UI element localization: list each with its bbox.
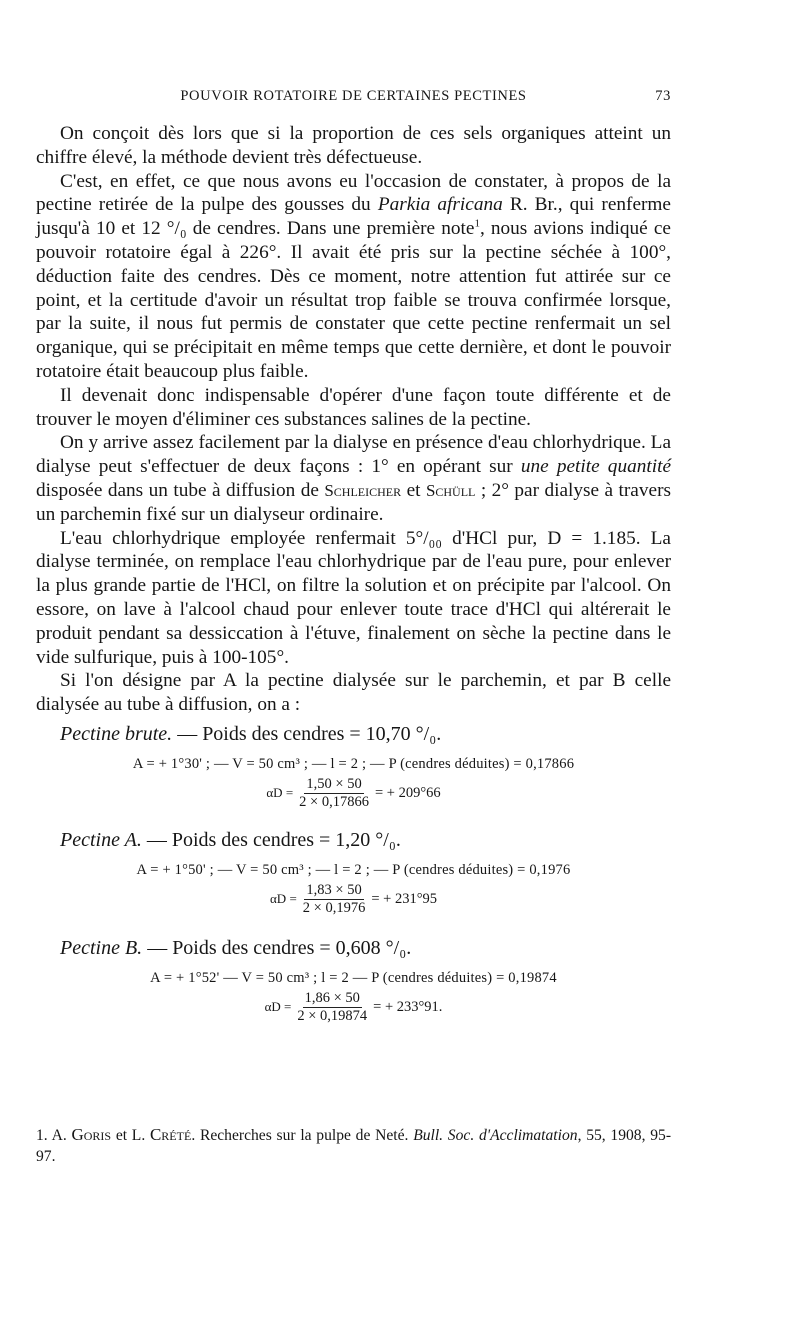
paragraph-4-text-d: ; 2° par dialyse à travers un parchemin fixé sur un dialyseur ordinaire. xyxy=(36,479,671,525)
species-name: Parkia africana xyxy=(377,194,503,216)
fraction xyxy=(295,990,369,1025)
paragraph-2 xyxy=(36,170,671,384)
paragraph-2-text-b: R. Br., qui renferme jusqu'à 10 et 12 °/₀ de cendres. Dans une première note xyxy=(36,194,671,240)
footnote-author-goris: Goris xyxy=(71,1125,112,1144)
running-header xyxy=(36,88,671,110)
running-title: POUVOIR ROTATOIRE DE CERTAINES PECTINES xyxy=(180,88,527,104)
fraction xyxy=(297,776,371,811)
section-ash-text: — Poids des cendres = 0,608 °/₀. xyxy=(142,936,412,959)
footnote-authors-a: A. xyxy=(51,1127,72,1144)
paragraph-4-text-a: On y arrive assez facilement par la dialyse en présence d'eau chlorhydrique. La dialyse peut s'effectuer de deux façons : 1° en opérant sur xyxy=(36,432,671,478)
paragraph-5: L'eau chlorhydrique employée renfermait 5°/₀₀ d'HCl pur, D = 1.185. La dialyse terminée, on remplace l'eau chlorhydrique par de l'eau pure, pour enlever la plus grande partie de l'HCl, on filtre la solution et on précipite par l'alcool. On essore, on lave à l'alcool chaud pour enlever toute trace d'HCl qui altérerait le produit pendant sa dessiccation à l'étuve, finalement on sèche la pectine dans le vide sulfurique, puis à 100-105°. xyxy=(36,527,671,668)
fraction-denominator: 2 × 0,17866 xyxy=(299,793,369,810)
fraction-numerator: 1,83 × 50 xyxy=(306,881,362,898)
section-ash-text: — Poids des cendres = 10,70 °/₀. xyxy=(172,722,442,745)
section-heading-pectine-brute xyxy=(36,720,671,748)
footnote xyxy=(36,1124,671,1167)
section-ash-text: — Poids des cendres = 1,20 °/₀. xyxy=(141,828,401,851)
paragraph-4 xyxy=(36,431,671,526)
formula-result: = + 233°91. xyxy=(373,998,443,1015)
fraction-numerator: 1,50 × 50 xyxy=(306,775,362,792)
paragraph-4-text-c: et xyxy=(401,479,426,501)
section-label: Pectine A. xyxy=(60,828,142,851)
page-number: 73 xyxy=(655,88,671,104)
author-schull: Schüll xyxy=(425,480,476,500)
fraction-denominator: 2 × 0,19874 xyxy=(297,1007,368,1024)
rotation-formula xyxy=(36,990,671,1025)
formula-result: = + 231°95 xyxy=(371,890,437,907)
footnote-ref: 1 xyxy=(474,217,480,230)
fraction-denominator: 2 × 0,1976 xyxy=(302,899,366,916)
footnote-number: 1. xyxy=(36,1127,48,1144)
paragraph-3: Il devenait donc indispensable d'opérer d'une façon toute différente et de trouver le moyen d'éliminer ces substances salines de la pectine. xyxy=(36,384,671,430)
fraction xyxy=(301,882,368,917)
section-label: Pectine brute. xyxy=(60,722,173,745)
section-heading-pectine-b xyxy=(36,934,671,962)
measurement-params: A = + 1°30' ; — V = 50 cm³ ; — l = 2 ; — P (cendres déduites) = 0,17866 xyxy=(132,755,575,772)
footnote-title: . Recherches sur la pulpe de Neté. xyxy=(191,1127,414,1144)
paragraph-2-text-c: , nous avions indiqué ce pouvoir rotatoire égal à 226°. Il avait été pris sur la pectine séchée à 100°, déduction faite des cendres. Dès ce moment, notre attention fut attirée sur ce point, et la certitude d'avoir un résultat trop faible se trouva confirmée lorsque, par la suite, il nous fut permis de constater que cette pectine renfermait un sel organique, qui se précipitait en même temps que cette dernière, et dont le pouvoir rotatoire était beaucoup plus faible. xyxy=(36,218,671,382)
footnote-journal: Bull. Soc. d'Acclimatation xyxy=(413,1127,578,1144)
alpha-symbol: αD = xyxy=(266,785,294,801)
measurement-params: A = + 1°50' ; — V = 50 cm³ ; — l = 2 ; — P (cendres déduites) = 0,1976 xyxy=(136,861,571,878)
section-heading-pectine-a xyxy=(36,826,671,854)
fraction-numerator: 1,86 × 50 xyxy=(304,989,360,1006)
paragraph-4-text-b: disposée dans un tube à diffusion de xyxy=(36,479,325,501)
rotation-formula xyxy=(36,776,671,811)
paragraph-6: Si l'on désigne par A la pectine dialysée sur le parchemin, et par B celle dialysée au tube à diffusion, on a : xyxy=(36,670,671,716)
alpha-symbol: αD = xyxy=(264,999,292,1015)
section-label: Pectine B. xyxy=(60,936,143,959)
paragraph-4-italic: une petite quantité xyxy=(520,456,671,478)
formula-result: = + 209°66 xyxy=(374,784,441,801)
page-body xyxy=(36,122,671,1029)
footnote-rest: , 55, 1908, 95-97. xyxy=(36,1127,672,1165)
footnote-author-crete: Crété xyxy=(149,1125,192,1144)
paragraph-1: On conçoit dès lors que si la proportion de ces sels organiques atteint un chiffre élevé, la méthode devient très défectueuse. xyxy=(36,123,671,168)
alpha-symbol: αD = xyxy=(270,891,297,907)
rotation-formula xyxy=(36,882,671,917)
measurement-params: A = + 1°52' — V = 50 cm³ ; l = 2 — P (cendres déduites) = 0,19874 xyxy=(150,969,557,986)
footnote-authors-b: et L. xyxy=(111,1127,150,1144)
paragraph-2-text-a: C'est, en effet, ce que nous avons eu l'occasion de constater, à propos de la pectine retirée de la pulpe des gousses du xyxy=(36,170,671,216)
author-schleicher: Schleicher xyxy=(324,480,402,500)
